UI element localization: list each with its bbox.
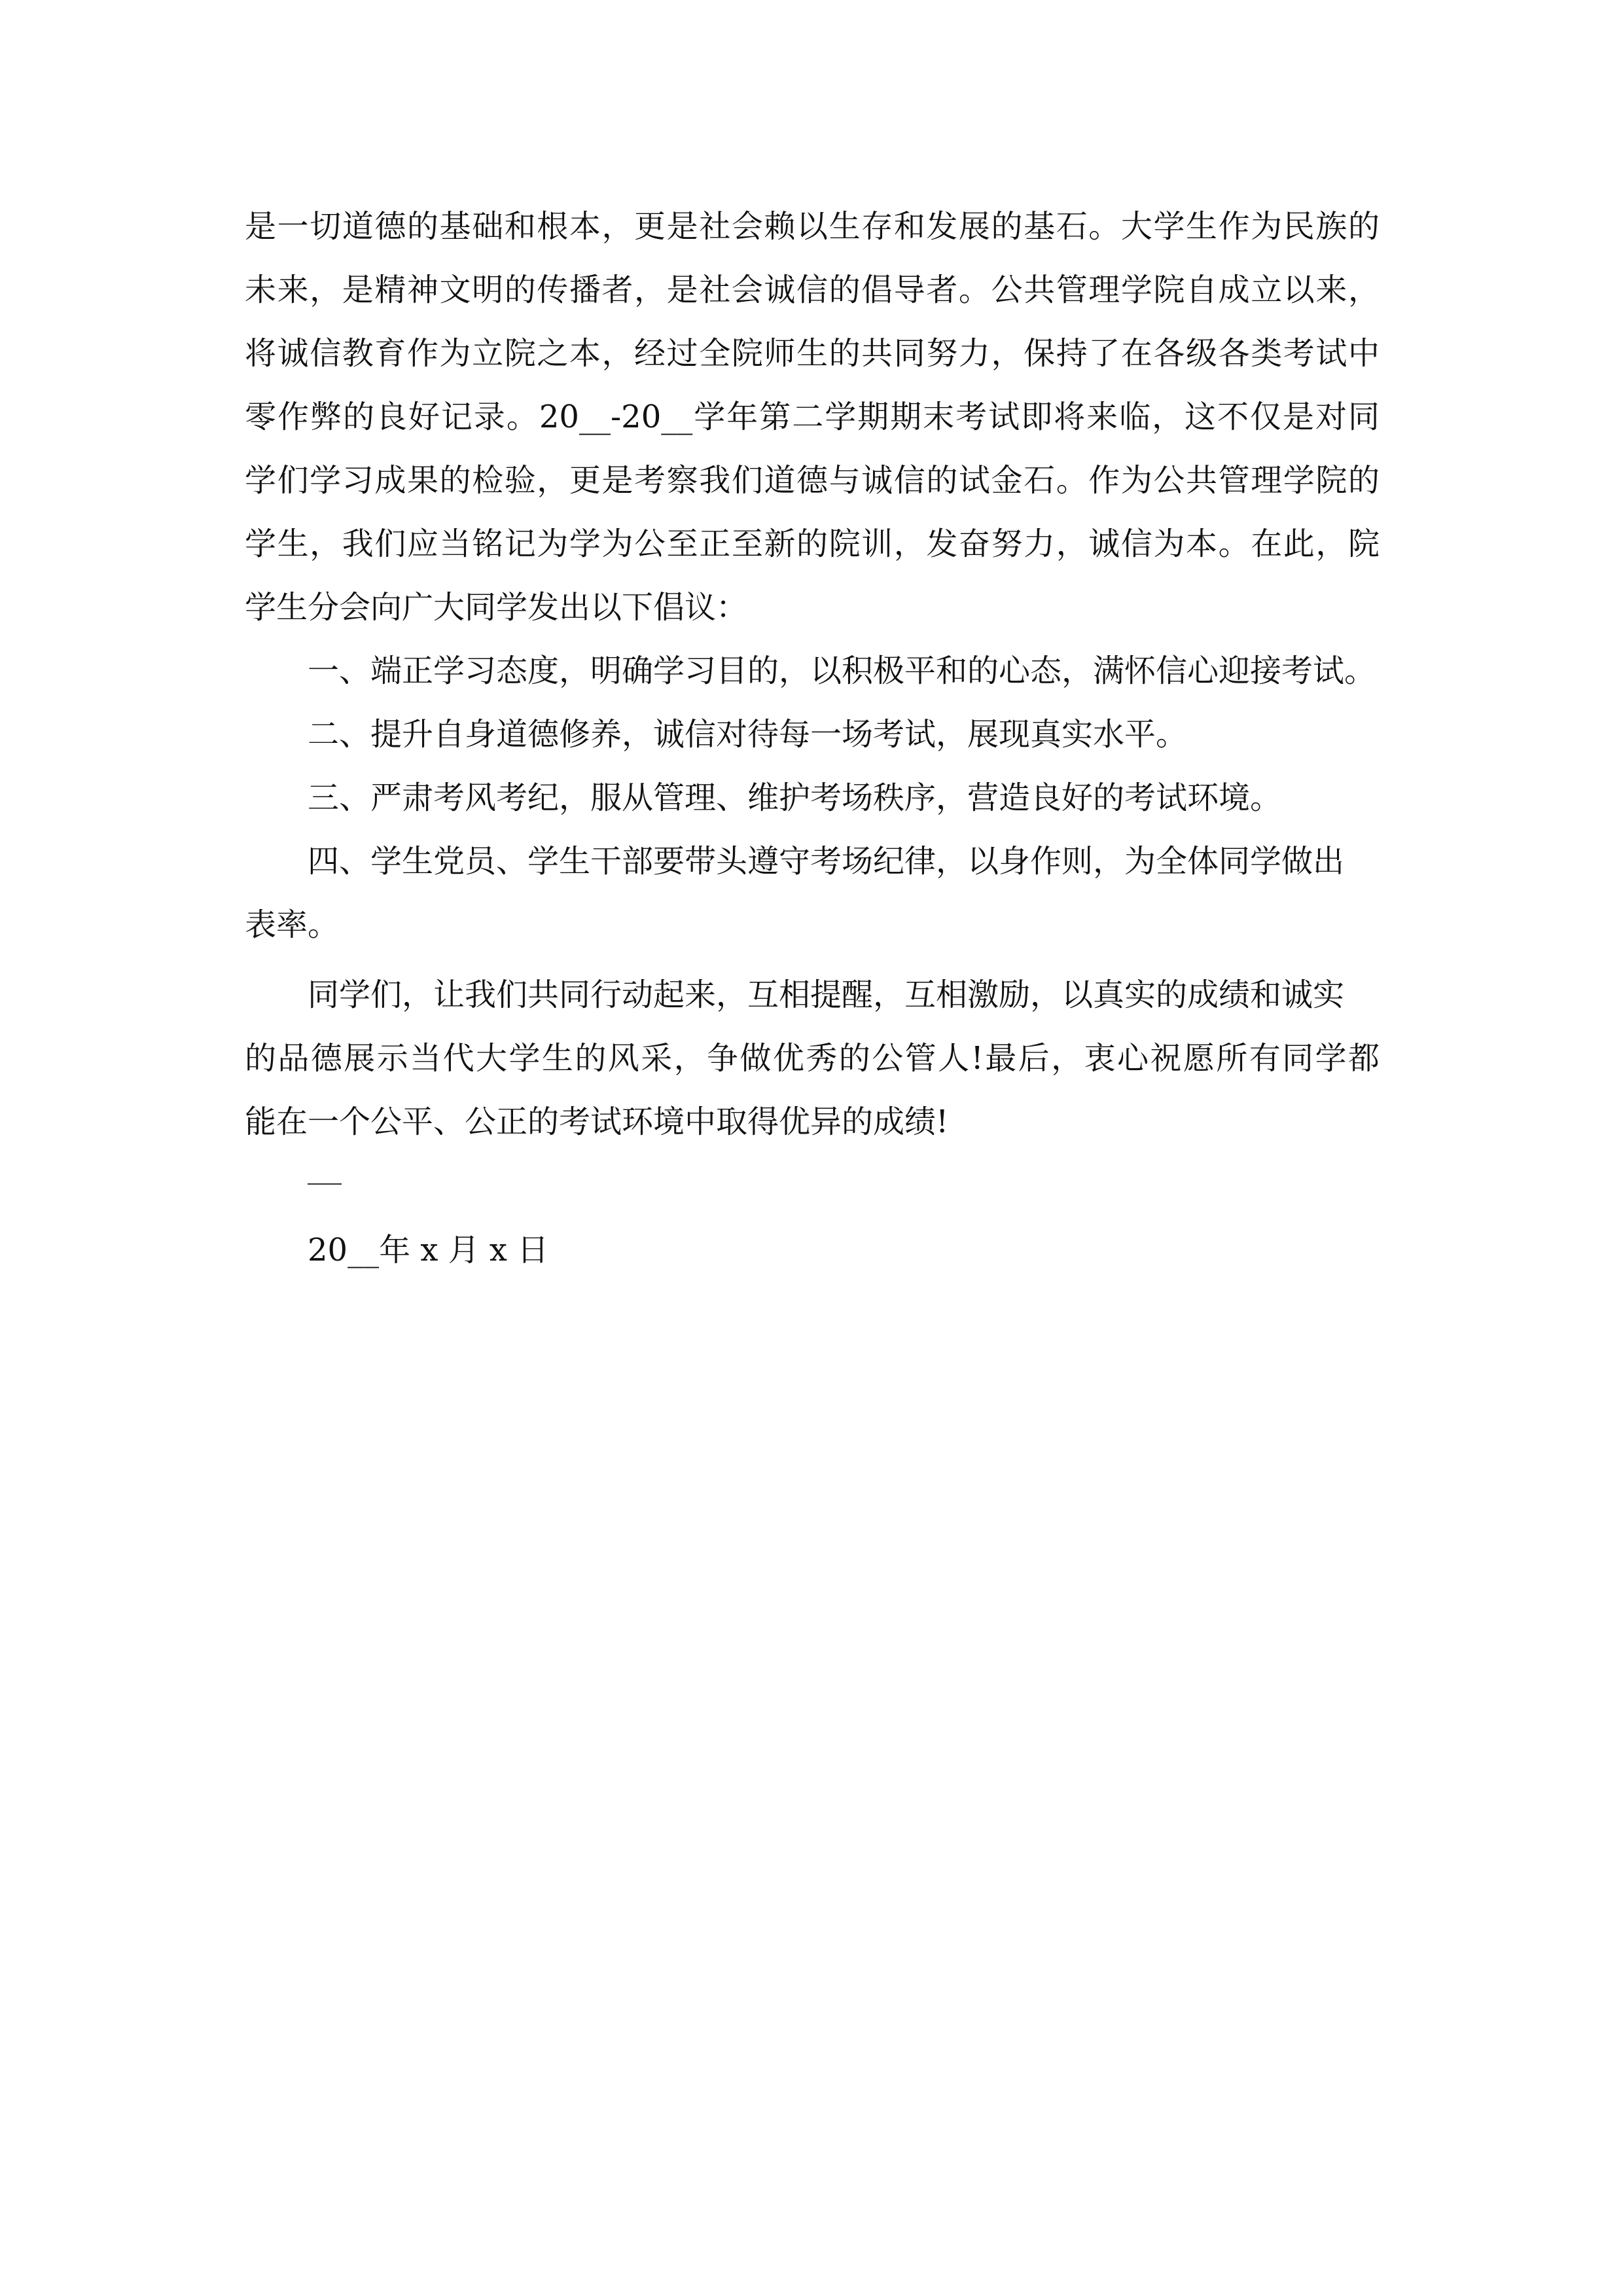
proposal-item-4-line-2: 表率。 xyxy=(245,906,340,943)
closing-line-3: 能在一个公平、公正的考试环境中取得优异的成绩! xyxy=(245,1103,949,1140)
proposal-item-4 xyxy=(245,830,1380,957)
intro-paragraph xyxy=(245,195,1380,639)
closing-line-1: 同学们，让我们共同行动起来，互相提醒，互相激励，以真实的成绩和诚实 xyxy=(308,977,1345,1013)
closing-line-2: 的品德展示当代大学生的风采，争做优秀的公管人!最后，衷心祝愿所有同学都 xyxy=(245,1040,1380,1077)
intro-line-1: 是一切道德的基础和根本，更是社会赖以生存和发展的基石。大学生作为民族的 xyxy=(245,208,1380,245)
intro-line-3: 将诚信教育作为立院之本，经过全院师生的共同努力，保持了在各级各类考试中 xyxy=(245,335,1380,372)
intro-line-6: 学生，我们应当铭记为学为公至正至新的院训，发奋努力，诚信为本。在此，院 xyxy=(245,526,1380,562)
proposal-item-3: 三、严肃考风考纪，服从管理、维护考场秩序，营造良好的考试环境。 xyxy=(308,780,1282,816)
proposal-item-2: 二、提升自身道德修养，诚信对待每一场考试，展现真实水平。 xyxy=(308,716,1188,753)
proposal-item-4-line-1: 四、学生党员、学生干部要带头遵守考场纪律，以身作则，为全体同学做出 xyxy=(308,843,1345,880)
closing-paragraph xyxy=(245,963,1380,1154)
document-body xyxy=(245,195,1380,1154)
document-date: 20__年 x 月 x 日 xyxy=(308,1232,549,1268)
intro-line-5: 学们学习成果的检验，更是考察我们道德与诚信的试金石。作为公共管理学院的 xyxy=(245,462,1380,499)
signature-blank-line xyxy=(308,1183,342,1185)
intro-line-4: 零作弊的良好记录。20__-20__学年第二学期期末考试即将来临，这不仅是对同 xyxy=(245,399,1380,435)
proposal-item-1: 一、端正学习态度，明确学习目的，以积极平和的心态，满怀信心迎接考试。 xyxy=(308,653,1376,689)
intro-line-7: 学生分会向广大同学发出以下倡议： xyxy=(245,589,748,626)
intro-line-2: 未来，是精神文明的传播者，是社会诚信的倡导者。公共管理学院自成立以来， xyxy=(245,272,1380,308)
